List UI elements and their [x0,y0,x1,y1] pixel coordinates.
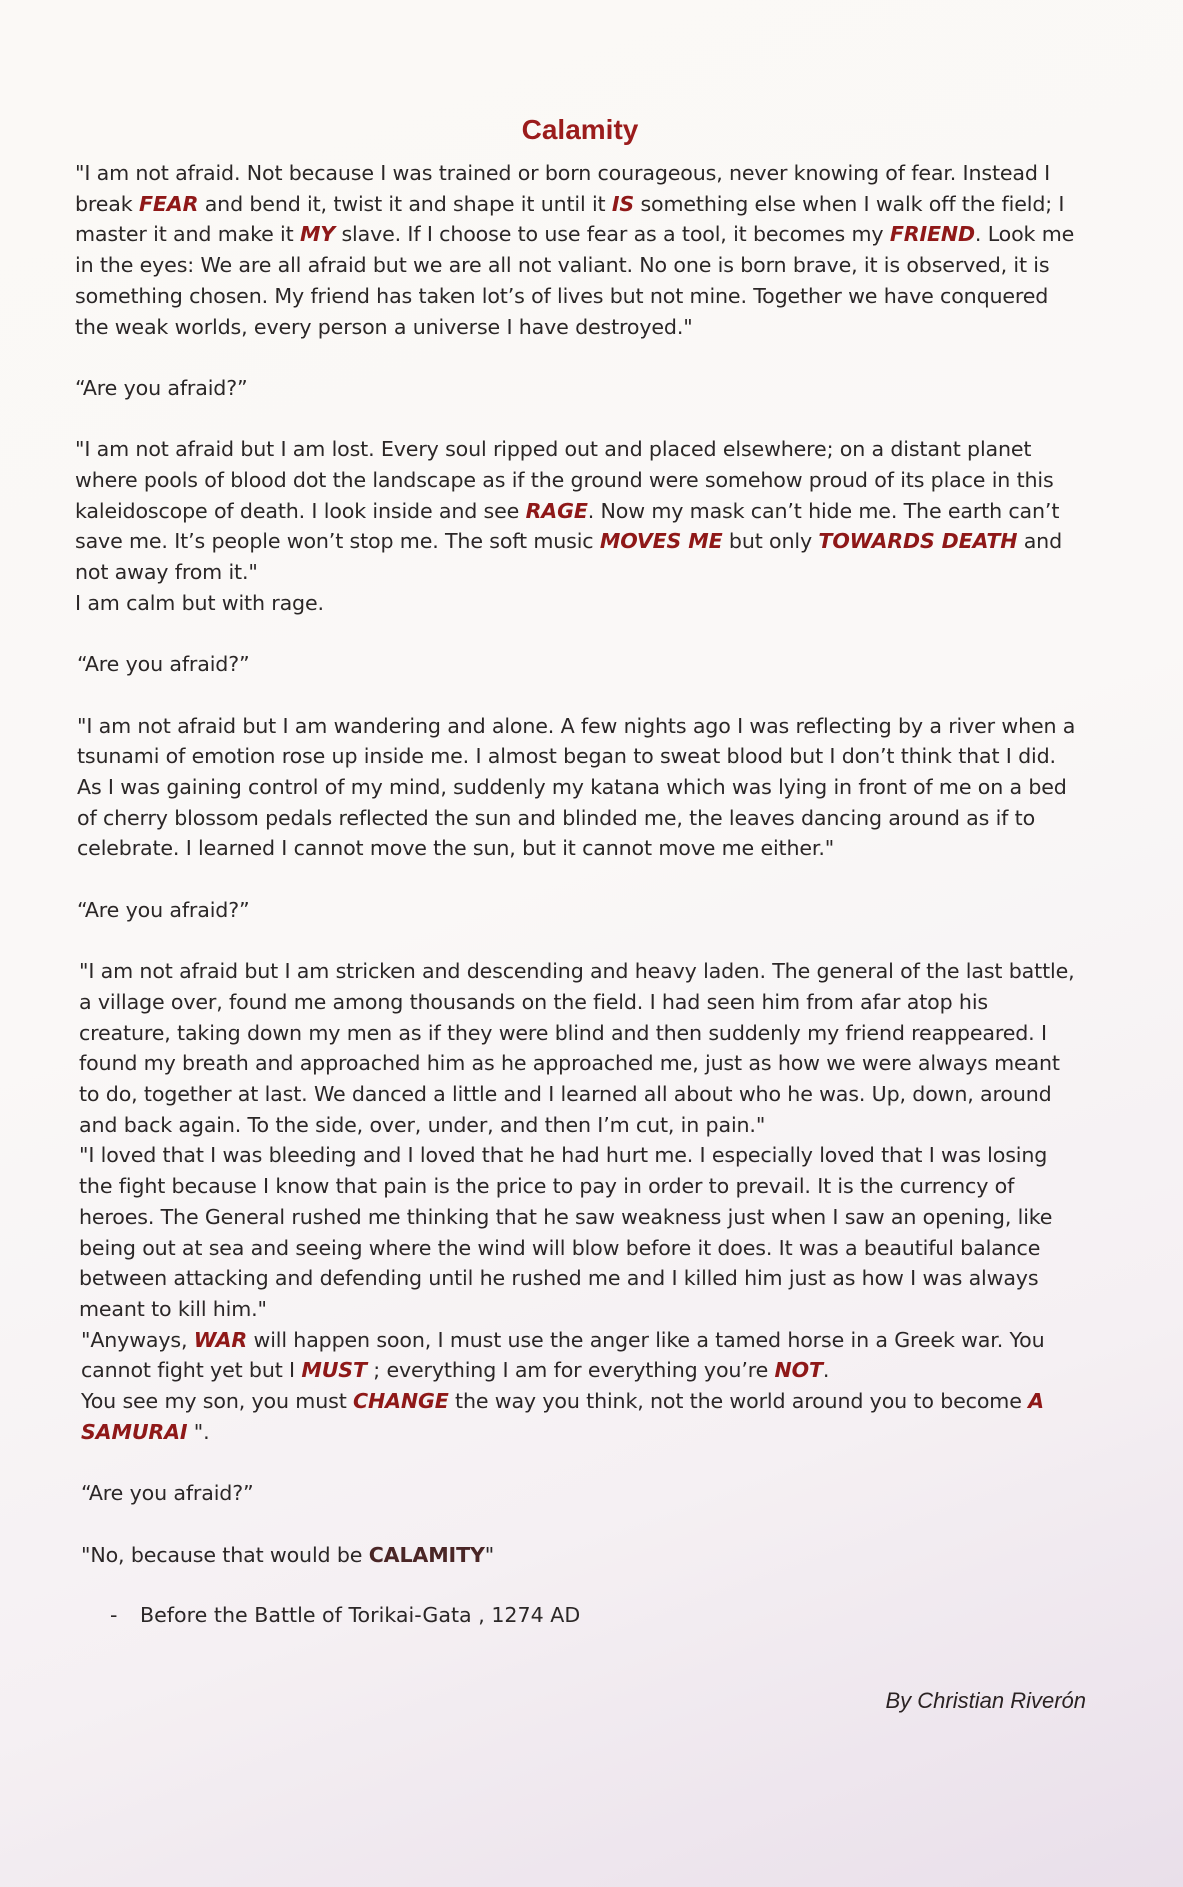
question-4: “Are you afraid?” [81,1481,254,1506]
attribution-text: Before the Battle of Torikai-Gata , 1274 AD [140,1603,581,1627]
text-run: "No, because that would be [81,1542,369,1567]
emphasis-war: WAR [193,1327,248,1352]
text-run: "Anyways, [81,1327,194,1352]
paragraph-2 [75,434,1085,588]
emphasis-not: NOT [774,1358,823,1383]
page-title: Calamity [521,114,639,145]
text-run: but only [722,529,819,554]
paragraph-1 [75,158,1085,342]
paragraph-4b: "I loved that I was bleeding and I loved that he had hurt me. I especially loved that I was losing the fight because I know that pain is the price to pay in order to prevail. It is the currency of heroes. The General rushed me thinking that he saw weakness just when I saw an opening, like being out at sea and seeing where the wind will blow before it does. It was a beautiful balance between attacking and defending until he rushed me and I killed him just as how I was always meant to kill him." [79,1143,1053,1321]
text-run: "I am not afraid. Not because I was trained or born courageous, never knowing of fear. Instead I break [75,161,1051,216]
emphasis-fear: FEAR [138,191,199,216]
attribution-dash: - [110,1603,118,1627]
emphasis-moves-me: MOVES ME [599,529,723,554]
paragraph-3: "I am not afraid but I am wandering and alone. A few nights ago I was reflecting by a river when a tsunami of emotion rose up inside me. I almost began to sweat blood but I don’t think that I did. As I was gaining control of my mind, suddenly my katana which was lying in front of me on a bed of cherry blossom pedals reflected the sun and blinded me, the leaves dancing around as if to celebrate. I learned I cannot move the sun, but it cannot move me either." [77,713,1076,861]
text-run: " [484,1542,495,1567]
attribution [110,1600,580,1630]
emphasis-a-samurai: A SAMURAI [81,1389,1044,1444]
emphasis-rage: RAGE [525,498,588,523]
text-run: You see my son, you must [81,1389,354,1414]
emphasis-change: CHANGE [353,1389,449,1414]
question-3: “Are you afraid?” [77,897,250,922]
final-line [75,1540,1085,1571]
question-2: “Are you afraid?” [77,652,250,677]
text-run: slave. If I choose to use fear as a tool, it becomes my [335,222,890,247]
story-body [75,158,1085,1601]
text-run: ". [187,1419,210,1444]
text-run: "I am not afraid but I am lost. Every soul ripped out and placed elsewhere; on a distant planet where pools of blood dot the landscape as if the ground were somehow proud of its place in this kaleidoscope of death. I look inside and see [75,437,1054,523]
paragraph-4d [75,1386,1085,1447]
text-run: . Now my mask can’t hide me. The earth can’t save me. It’s people won’t stop me. The soft music [75,498,1060,554]
text-run: and not away from it." [75,529,1063,585]
emphasis-my: MY [299,222,336,247]
text-run: ; everything I am for everything you’re [366,1358,775,1383]
author-byline: By Christian Riverón [885,1688,1086,1713]
text-run: the way you think, not the world around you to become [448,1389,1029,1414]
paragraph-2-line-2: I am calm but with rage. [75,590,324,615]
question-1: “Are you afraid?” [75,375,248,400]
text-run: something else when I walk off the field; I master it and make it [75,191,1065,247]
emphasis-friend: FRIEND [889,222,975,247]
emphasis-must: MUST [301,1358,367,1383]
text-run: and bend it, twist it and shape it until it [198,191,612,216]
paragraph-4a: "I am not afraid but I am stricken and descending and heavy laden. The general of the last battle, a village over, found me among thousands on the field. I had seen him from afar atop his creature, taking down my men as if they were blind and then suddenly my friend reappeared. I found my breath and approached him as he approached me, just as how we were always meant to do, together at last. We danced a little and I learned all about who he was. Up, down, around and back again. To the side, over, under, and then I’m cut, in pain." [79,959,1075,1137]
paragraph-4c [75,1325,1085,1386]
text-run: . [822,1358,830,1383]
emphasis-towards-death: TOWARDS DEATH [818,529,1018,554]
emphasis-is: IS [611,191,635,216]
text-run: . Look me in the eyes: We are all afraid but we are all not valiant. No one is born brave, it is observed, it is something chosen. My friend has taken lot’s of lives but not mine. Together we have conquered the weak worlds, every person a universe I have destroyed." [75,222,1075,339]
emphasis-calamity: CALAMITY [368,1542,485,1567]
text-run: will happen soon, I must use the anger like a tamed horse in a Greek war. You cannot fight yet but I [81,1327,1045,1383]
